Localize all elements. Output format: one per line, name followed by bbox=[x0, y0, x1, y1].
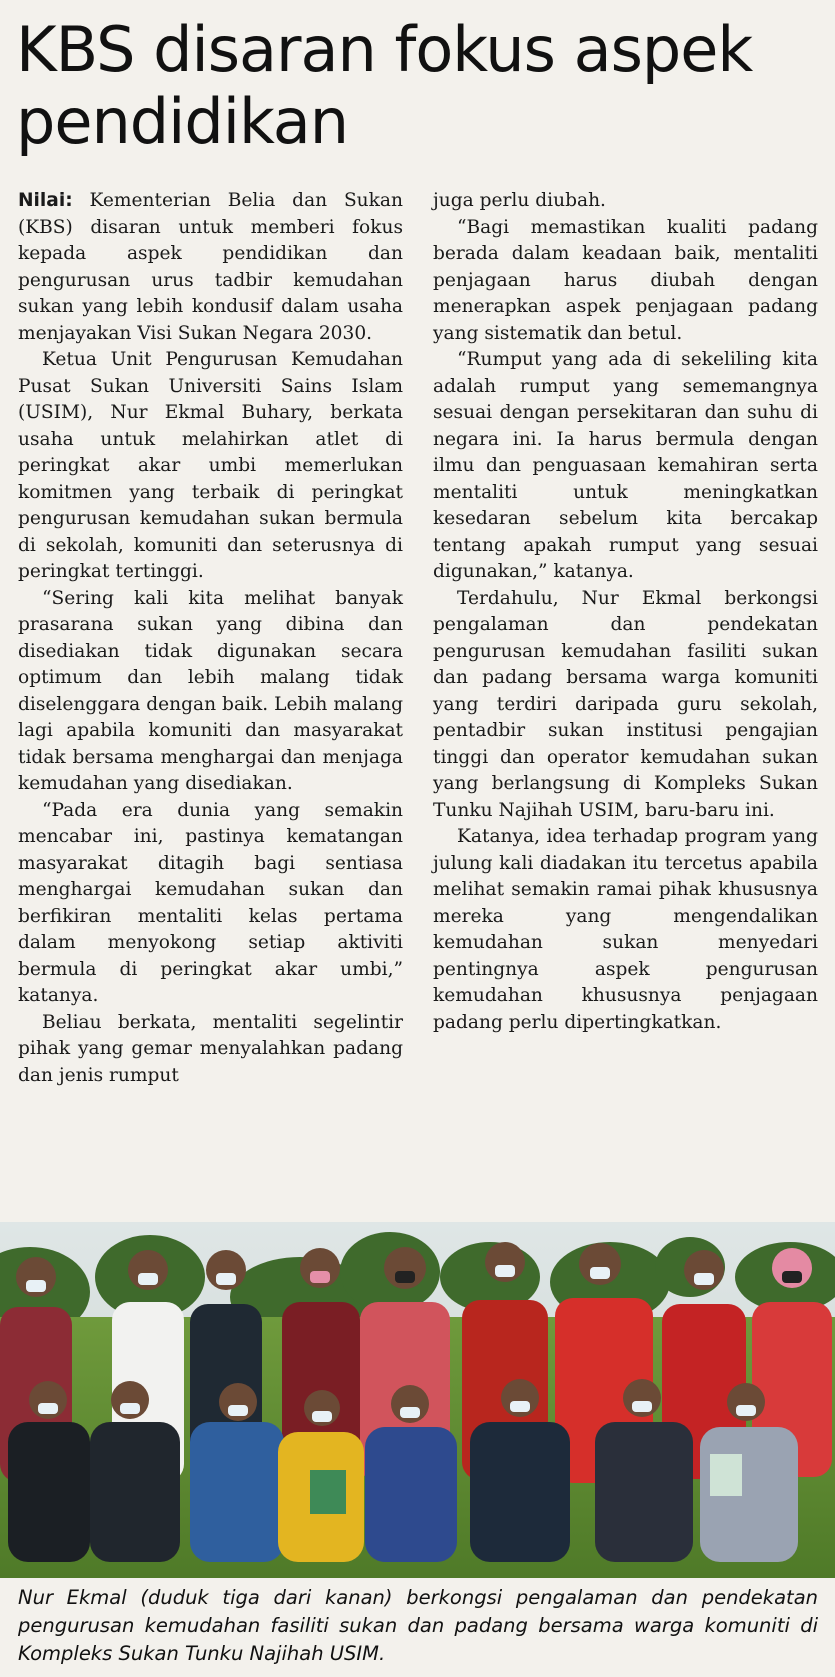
headline: KBS disaran fokus aspek pendidikan bbox=[16, 13, 753, 158]
column-1 bbox=[18, 188, 403, 1208]
paragraph: “Rumput yang ada di sekeliling kita adalah rumput yang sememangnya sesuai dengan persekitaran dan suhu di negara ini. Ia harus bermula dengan ilmu dan penguasaan kemahiran serta mentaliti untuk meningkatkan kesedaran sebelum kita bercakap tentang apakah rumput yang sesuai digunakan,” katanya. bbox=[433, 349, 818, 582]
paragraph: Beliau berkata, mentaliti segelintir pihak yang gemar menyalahkan padang dan jenis rumput bbox=[18, 1011, 403, 1086]
paragraph: “Sering kali kita melihat banyak prasarana sukan yang dibina dan disediakan tidak digunakan secara optimum dan lebih malang tidak diselenggara dengan baik. Lebih malang lagi apabila komuniti dan masyarakat tidak bersama menghargai dan menjaga kemudahan yang disediakan. bbox=[18, 587, 403, 794]
paragraph bbox=[18, 188, 403, 347]
column-2 bbox=[433, 188, 818, 1208]
paragraph: juga perlu diubah. bbox=[433, 190, 606, 211]
paragraph: Ketua Unit Pengurusan Kemudahan Pusat Sukan Universiti Sains Islam (USIM), Nur Ekmal Buhary, berkata usaha untuk melahirkan atlet di peringkat akar umbi memerlukan komitmen yang terbaik di peringkat pengurusan kemudahan sukan bermula di sekolah, komuniti dan seterusnya di peringkat tertinggi. bbox=[18, 349, 403, 582]
paragraph: “Pada era dunia yang semakin mencabar ini, pastinya kematangan masyarakat ditagih bagi sentiasa menghargai kemudahan sukan dan berfikiran mentaliti kelas pertama dalam menyokong setiap aktiviti bermula di peringkat akar umbi,” katanya. bbox=[18, 799, 403, 1006]
paragraph-text: Kementerian Belia dan Sukan (KBS) disaran untuk memberi fokus kepada aspek pendidikan dan pengurusan urus tadbir kemudahan sukan yang lebih kondusif dalam usaha menjayakan Visi Sukan Negara 2030. bbox=[18, 190, 403, 344]
article-body bbox=[18, 188, 818, 1208]
paragraph: “Bagi memastikan kualiti padang berada dalam keadaan baik, mentaliti penjagaan harus diubah dengan menerapkan aspek penjagaan padang yang sistematik dan betul. bbox=[433, 216, 818, 344]
dateline: Nilai: bbox=[18, 190, 73, 211]
group-photo bbox=[0, 1222, 835, 1578]
photo-caption: Nur Ekmal (duduk tiga dari kanan) berkongsi pengalaman dan pendekatan pengurusan kemudahan fasiliti sukan dan padang bersama warga komuniti di Kompleks Sukan Tunku Najihah USIM. bbox=[18, 1586, 818, 1665]
paragraph: Katanya, idea terhadap program yang julung kali diadakan itu tercetus apabila melihat semakin ramai pihak khususnya mereka yang mengendalikan kemudahan sukan menyedari pentingnya aspek pengurusan kemudahan khususnya penjagaan padang perlu dipertingkatkan. bbox=[433, 826, 818, 1033]
paragraph: Terdahulu, Nur Ekmal berkongsi pengalaman dan pendekatan pengurusan kemudahan fasiliti sukan dan padang bersama warga komuniti yang terdiri daripada guru sekolah, pentadbir sukan institusi pengajian tinggi dan operator kemudahan sukan yang berlangsung di Kompleks Sukan Tunku Najihah USIM, baru-baru ini. bbox=[433, 587, 818, 821]
